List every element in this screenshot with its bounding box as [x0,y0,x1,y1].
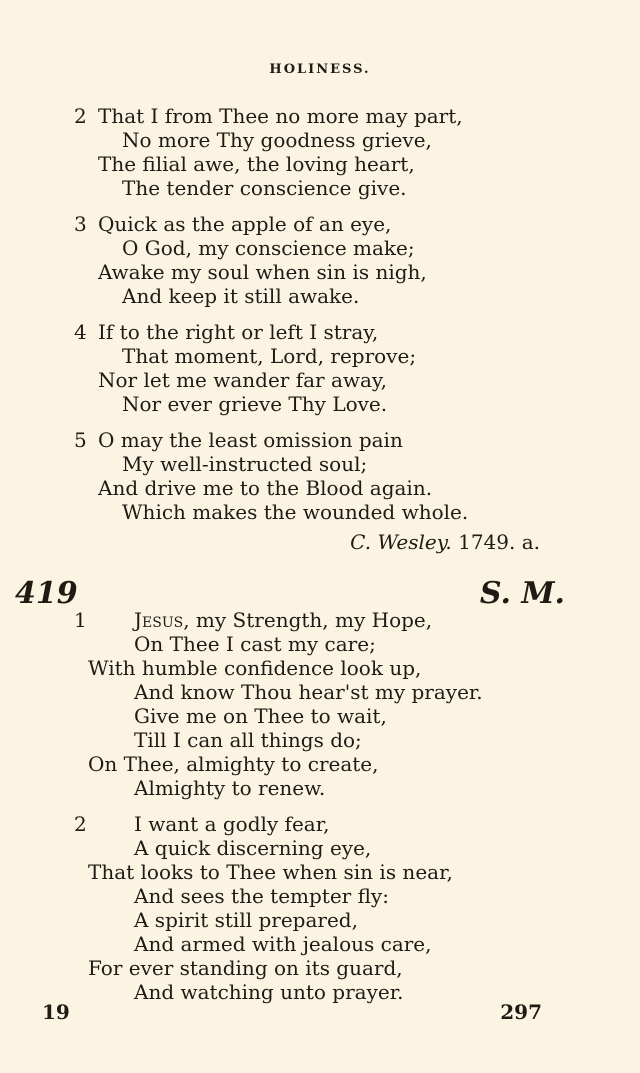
verse-line: I want a godly fear, [134,812,330,836]
verse-line: And keep it still awake. [122,284,360,308]
verse-line: If to the right or left I stray, [98,320,379,344]
first-line-rest: , my Strength, my Hope, [183,608,433,632]
verse-line: That moment, Lord, reprove; [122,344,417,368]
verse-number: 3 [74,212,87,236]
page-number: 297 [500,1000,542,1024]
verse-line: And sees the tempter fly: [134,884,389,908]
verse-line: O God, my conscience make; [122,236,415,260]
verse-line: And know Thou hear'st my prayer. [134,680,483,704]
hymn-meter: S. M. [479,576,565,611]
verse-number: 2 [74,104,87,128]
signature-mark: 19 [42,1000,70,1024]
verse-line: And watching unto prayer. [134,980,404,1004]
verse-line: My well-instructed soul; [122,452,368,476]
verse-line: On Thee, almighty to create, [88,752,379,776]
verse-line: A quick discerning eye, [134,836,372,860]
verse-line: And armed with jealous care, [134,932,432,956]
verse-line: Almighty to renew. [134,776,326,800]
verse-line: A spirit still prepared, [134,908,358,932]
verse-line: Awake my soul when sin is nigh, [98,260,427,284]
verse-line [134,608,432,632]
verse-line: On Thee I cast my care; [134,632,376,656]
verse-line: O may the least omission pain [98,428,403,452]
verse-line: For ever standing on its guard, [88,956,403,980]
verse-line: And drive me to the Blood again. [98,476,433,500]
verse-line: With humble confidence look up, [88,656,422,680]
verse-line: Nor let me wander far away, [98,368,387,392]
verse-line: The tender conscience give. [122,176,407,200]
verse-line: Till I can all things do; [134,728,362,752]
verse-line: The filial awe, the loving heart, [98,152,415,176]
attribution-date: 1749. a. [451,530,540,554]
verse-line: Give me on Thee to wait, [134,704,387,728]
verse-number: 2 [74,812,87,836]
verse-line: Nor ever grieve Thy Love. [122,392,388,416]
verse-number: 5 [74,428,87,452]
author-name: C. Wesley. [350,530,452,554]
verse-line: No more Thy goodness grieve, [122,128,432,152]
first-word: Jesus [134,608,184,632]
page-header: HOLINESS. [269,62,371,77]
hymn-attribution [350,530,540,554]
verse-line: That I from Thee no more may part, [98,104,463,128]
verse-number: 1 [74,608,87,632]
verse-line: That looks to Thee when sin is near, [88,860,453,884]
verse-number: 4 [74,320,87,344]
verse-line: Quick as the apple of an eye, [98,212,392,236]
verse-line: Which makes the wounded whole. [122,500,469,524]
hymn-number: 419 [15,576,78,611]
